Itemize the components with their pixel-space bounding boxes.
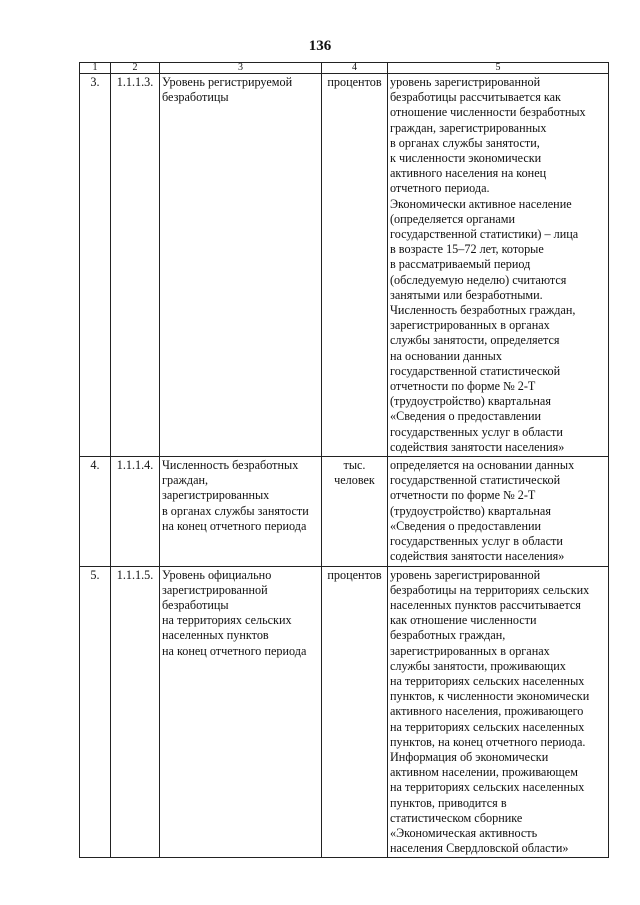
description-line: к численности экономически xyxy=(390,151,542,166)
row-number: 5. xyxy=(80,566,111,858)
indicator-name-line: безработицы xyxy=(162,597,229,612)
description-line: отчетности по форме № 2-Т xyxy=(390,379,536,394)
row-number: 3. xyxy=(80,74,111,457)
description-line: активного населения, проживающего xyxy=(390,704,584,719)
description-line: отчетности по форме № 2-Т xyxy=(390,488,536,503)
unit-line: тыс. xyxy=(343,458,366,473)
description-line: активного населения на конец xyxy=(390,166,547,181)
description-line: в рассматриваемый период xyxy=(390,257,531,272)
description-line: «Сведения о предоставлении xyxy=(390,409,542,424)
description-line: государственных услуг в области xyxy=(390,424,563,439)
unit-line: процентов xyxy=(327,75,382,89)
description-line: в органах службы занятости, xyxy=(390,135,540,150)
indicator-name-line: безработицы xyxy=(162,90,229,105)
description-line: статистическом сборнике xyxy=(390,810,523,825)
description-line: пунктов, приводится в xyxy=(390,795,507,810)
indicator-name xyxy=(160,566,322,858)
description-line: «Экономическая активность xyxy=(390,825,538,840)
header-cell: 5 xyxy=(388,63,609,74)
description-line: содействия занятости населения» xyxy=(390,439,565,454)
description-line: «Сведения о предоставлении xyxy=(390,518,542,533)
indicator-name-line: населенных пунктов xyxy=(162,628,269,643)
header-cell: 4 xyxy=(322,63,388,74)
description-line: на территориях сельских населенных xyxy=(390,719,585,734)
description-line: на территориях сельских населенных xyxy=(390,780,585,795)
header-cell: 1 xyxy=(80,63,111,74)
description-line: занятыми или безработными. xyxy=(390,287,543,302)
indicator-name-line: Численность безработных xyxy=(162,458,299,473)
description xyxy=(388,566,609,858)
description-line: государственных услуг в области xyxy=(390,534,563,549)
description-line: службы занятости, проживающих xyxy=(390,658,566,673)
header-cell: 2 xyxy=(111,63,160,74)
description-line: государственной статистики) – лица xyxy=(390,227,579,242)
description-line: зарегистрированных в органах xyxy=(390,318,550,333)
indicator-name xyxy=(160,74,322,457)
description-line: Численность безработных граждан, xyxy=(390,303,576,318)
header-cell: 3 xyxy=(160,63,322,74)
unit xyxy=(322,457,388,566)
indicator-name-line: на территориях сельских xyxy=(162,613,292,628)
description-line: (определяется органами xyxy=(390,211,516,226)
description-line: пунктов, на конец отчетного периода. xyxy=(390,734,586,749)
indicator-name-line: на конец отчетного периода xyxy=(162,643,307,658)
description xyxy=(388,74,609,457)
description-line: Экономически активное население xyxy=(390,196,572,211)
description-line: содействия занятости населения» xyxy=(390,549,565,564)
description-line: уровень зарегистрированной xyxy=(390,567,541,582)
row-code: 1.1.1.3. xyxy=(111,74,160,457)
table-row xyxy=(80,457,609,566)
header-row xyxy=(80,63,609,74)
unit-line: процентов xyxy=(327,567,382,582)
page-number: 136 xyxy=(308,38,332,54)
description-line: определяется на основании данных xyxy=(390,458,575,473)
description-line: (обследуемую неделю) считаются xyxy=(390,272,567,287)
description-line: безработных граждан, xyxy=(390,628,506,643)
description xyxy=(388,457,609,566)
description-line: на основании данных xyxy=(390,348,502,363)
description-line: отношение численности безработных xyxy=(390,105,586,120)
indicators-table xyxy=(79,62,609,858)
indicator-name-line: граждан, xyxy=(162,473,209,488)
description-line: отчетного периода. xyxy=(390,181,490,196)
indicator-name-line: Уровень официально xyxy=(162,567,272,582)
description-line: государственной статистической xyxy=(390,363,561,378)
description-line: зарегистрированных в органах xyxy=(390,643,550,658)
indicator-name-line: на конец отчетного периода xyxy=(162,518,307,533)
description-line: как отношение численности xyxy=(390,613,537,628)
description-line: в возрасте 15–72 лет, которые xyxy=(390,242,544,257)
description-line: активном населении, проживающем xyxy=(390,765,578,780)
table-row xyxy=(80,566,609,858)
description-line: пунктов, к численности экономически xyxy=(390,689,590,704)
table-row xyxy=(80,74,609,457)
indicator-name xyxy=(160,457,322,566)
indicator-name-line: зарегистрированной xyxy=(162,582,268,597)
unit-line: человек xyxy=(334,473,375,488)
description-line: уровень зарегистрированной xyxy=(390,75,541,89)
description-line: (трудоустройство) квартальная xyxy=(390,394,551,409)
unit xyxy=(322,566,388,858)
description-line: государственной статистической xyxy=(390,473,561,488)
description-line: на территориях сельских населенных xyxy=(390,673,585,688)
row-code: 1.1.1.5. xyxy=(111,566,160,858)
indicator-name-line: в органах службы занятости xyxy=(162,503,309,518)
row-number: 4. xyxy=(80,457,111,566)
description-line: безработицы рассчитывается как xyxy=(390,90,561,105)
indicator-name-line: Уровень регистрируемой xyxy=(162,75,293,89)
description-line: безработицы на территориях сельских xyxy=(390,582,590,597)
unit xyxy=(322,74,388,457)
row-code: 1.1.1.4. xyxy=(111,457,160,566)
description-line: граждан, зарегистрированных xyxy=(390,120,547,135)
description-line: службы занятости, определяется xyxy=(390,333,560,348)
indicator-name-line: зарегистрированных xyxy=(162,488,270,503)
description-line: населения Свердловской области» xyxy=(390,841,569,856)
description-line: населенных пунктов рассчитывается xyxy=(390,597,581,612)
description-line: Информация об экономически xyxy=(390,749,549,764)
description-line: (трудоустройство) квартальная xyxy=(390,503,551,518)
